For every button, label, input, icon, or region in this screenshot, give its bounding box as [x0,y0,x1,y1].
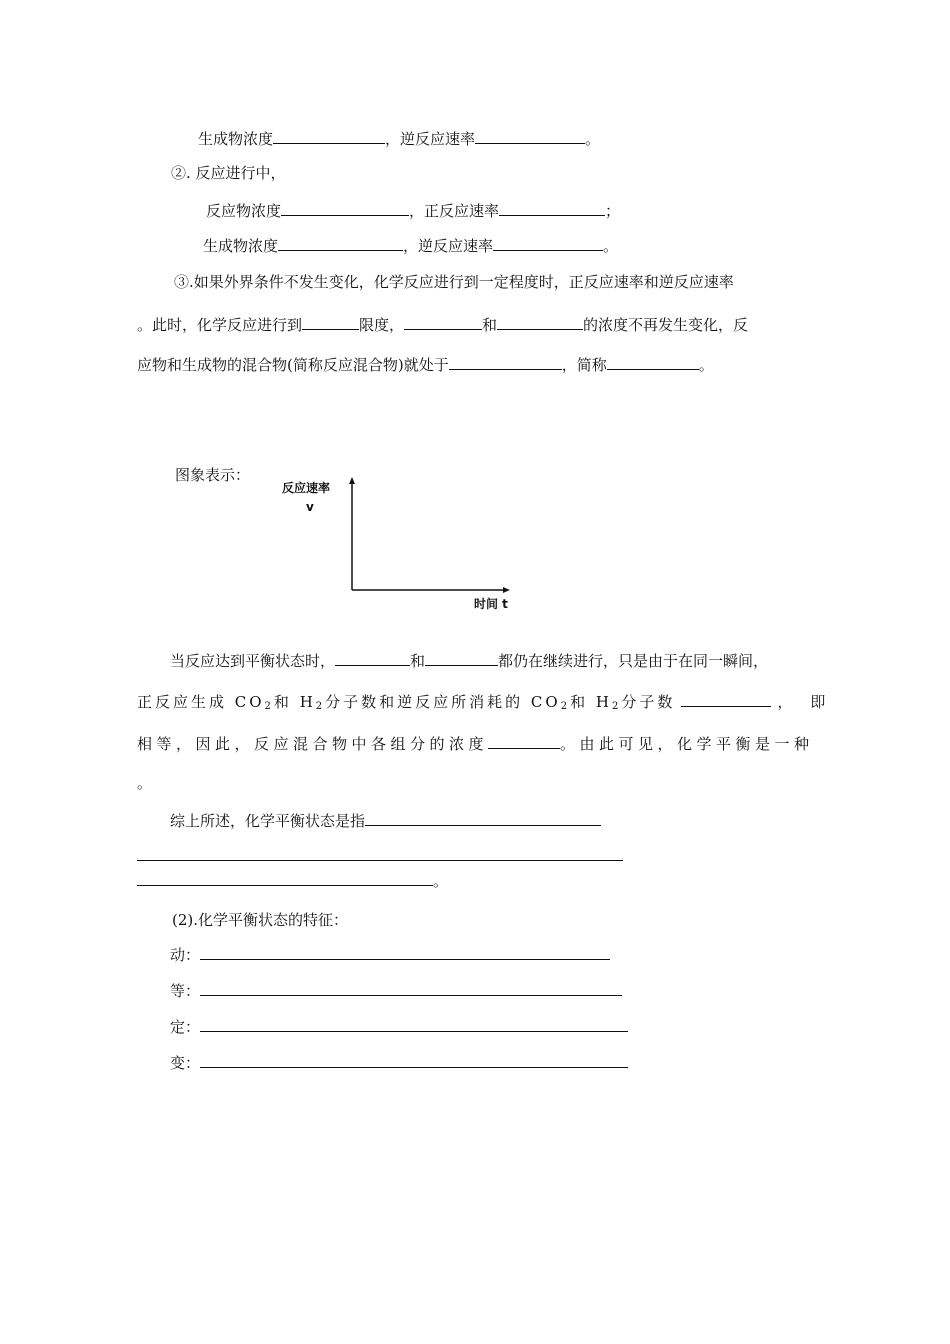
text-segment: 。此时，化学反应进行到 [137,316,303,334]
text-segment: 和 [410,652,426,670]
summary-line-1 [170,810,601,831]
feature-deng [170,980,622,1001]
para-line-1 [170,650,768,671]
blank-reactant-conc [281,200,409,216]
blank-equilibrium-state [449,354,562,370]
blank-feature-dong [200,944,610,960]
blank-reverse-rate-2 [493,235,603,251]
blank-reverse-rate-1 [475,128,585,144]
summary-line-3 [137,870,448,891]
text-line-1 [198,128,600,149]
text-segment: 分子数和逆反应所消耗的 CO [325,693,561,711]
blank-product-conc-2 [278,235,403,251]
blank-feature-bian [200,1052,628,1068]
blank-concentration [488,733,560,749]
blank-feature-ding [200,1016,628,1032]
text-segment: 限度， [359,316,405,334]
text-line-3 [206,200,620,221]
para-line-4 [137,773,152,793]
text-segment: ，即 [777,693,844,711]
subscript: 2 [560,701,571,712]
section-2-heading [172,910,348,930]
blank-summary-3 [137,870,433,886]
text-segment: 相等，因此，反应混合物中各组分的浓度 [137,735,489,753]
step-2-heading: ②. 反应进行中， [171,164,286,182]
label-forward-rate: ，正反应速率 [409,202,500,220]
graph-x-label: 时间 t [474,597,508,611]
blank-short-name [607,354,699,370]
text-line-5 [174,272,734,292]
text-line-6 [137,314,748,335]
semicolon: ； [605,202,621,220]
blank-feature-deng [200,980,622,996]
blank-summary-1 [365,810,601,826]
text-segment: 正反应生成 CO [137,693,265,711]
blank-limit [302,314,359,330]
feature-bian [170,1052,628,1073]
blank-substance-1 [404,314,482,330]
blank-forward-reaction [335,650,410,666]
blank-forward-rate [499,200,605,216]
graph-y-label: 反应速率 [282,481,331,495]
period: 。 [585,130,601,148]
label-reactant-conc: 反应物浓度 [206,202,282,220]
text-segment: 。由此可见，化学平衡是一种 [560,735,814,753]
text-segment: 和 H [570,693,612,711]
text-segment: 和 [482,316,498,334]
feature-bian-label: 变： [170,1054,201,1072]
text-line-4 [203,235,618,256]
feature-dong [170,944,610,965]
feature-ding-label: 定： [170,1018,201,1036]
blank-substance-2 [497,314,583,330]
text-line-2 [171,163,286,183]
text-segment: 的浓度不再发生变化，反 [583,316,749,334]
text-segment: 应物和生成物的混合物(简称反应混合物)就处于 [137,356,449,374]
feature-deng-label: 等： [170,982,201,1000]
period: 。 [603,237,619,255]
blank-product-conc-1 [273,128,385,144]
graph-intro-text: 图象表示： [175,466,251,484]
text-segment: ，简称 [561,356,607,374]
step-3-text: ③.如果外界条件不发生变化，化学反应进行到一定程度时，正反应速率和逆反应速率 [174,273,734,291]
graph-x-arrow [503,587,510,593]
feature-dong-label: 动： [170,946,201,964]
text-segment: 和 H [273,693,316,711]
text-segment: 分子数 [621,693,676,711]
period: 。 [433,872,449,890]
period: 。 [698,356,714,374]
graph-intro [175,465,250,485]
text-line-7 [137,354,714,375]
subscript: 2 [611,701,622,712]
blank-molecule-count [681,691,771,707]
blank-summary-2 [137,860,623,861]
subscript: 2 [264,701,274,712]
graph-axes [340,475,520,605]
label-product-conc: 生成物浓度 [198,130,274,148]
blank-reverse-reaction [425,650,498,666]
para-line-3 [137,733,814,754]
period: 。 [137,774,153,792]
text-segment: 都仍在继续进行，只是由于在同一瞬间， [498,652,769,670]
graph-y-arrow [349,477,355,484]
para-line-2 [137,691,843,717]
label-reverse-rate: ，逆反应速率 [385,130,476,148]
section-2-text: (2).化学平衡状态的特征： [172,911,349,929]
subscript: 2 [315,701,326,712]
feature-ding [170,1016,628,1037]
graph-y-var: v [306,500,314,514]
text-segment: 当反应达到平衡状态时， [170,652,336,670]
summary-text: 综上所述，化学平衡状态是指 [170,812,366,830]
label-reverse-rate-2: ，逆反应速率 [403,237,494,255]
label-product-conc-2: 生成物浓度 [203,237,279,255]
